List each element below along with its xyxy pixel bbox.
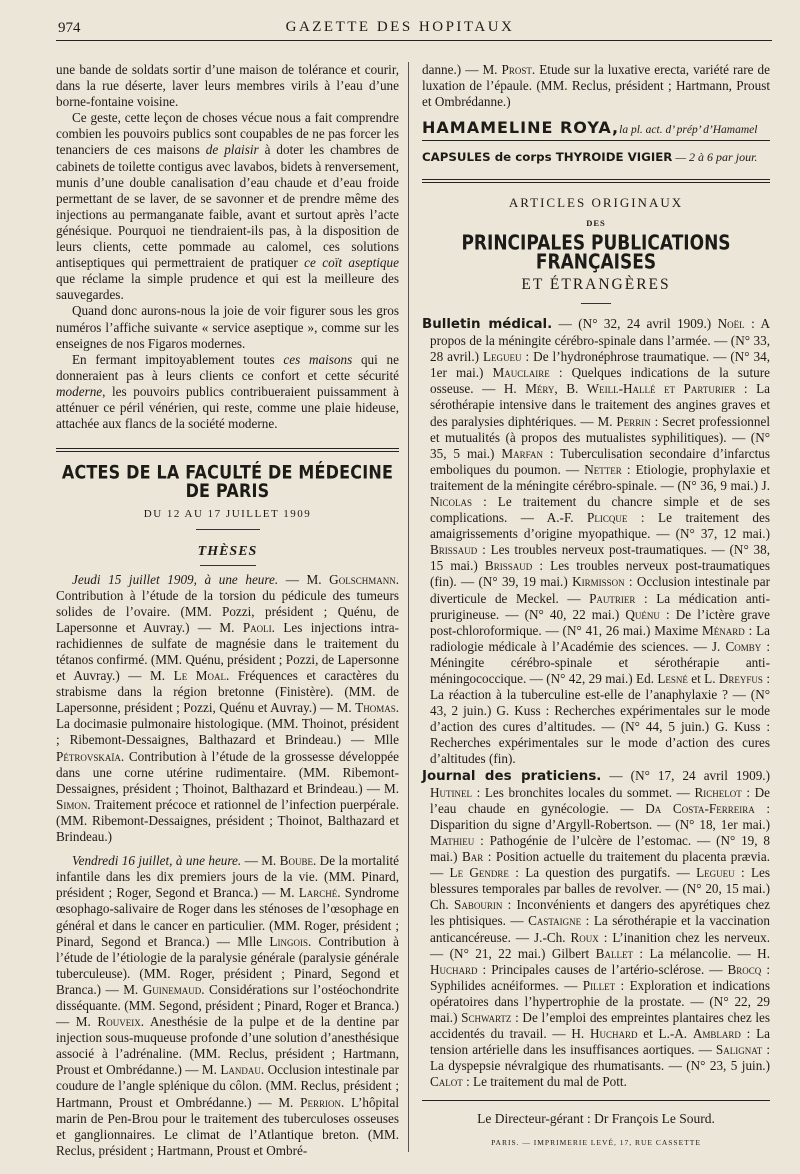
ad-rule (422, 140, 770, 141)
section-title-connector: DES (586, 217, 606, 228)
section-date: DU 12 AU 17 JUILLET 1909 (143, 508, 312, 521)
advertisement-capsules: CAPSULES de corps THYROIDE VIGIER — 2 à 6 par jour. (422, 150, 758, 165)
paragraph: Quand donc aurons-nous la joie de voir figurer sous les gros numéros l’affiche suivante « service aseptique », comme sur les enseignes de nos Figaros modernes. (56, 303, 399, 351)
printer-imprint: PARIS. — IMPRIMERIE LEVÉ, 17, RUE CASSETTE (491, 1137, 701, 1147)
paragraph: Ce geste, cette leçon de choses vécue nous a fait comprendre combien les pouvoirs publics sont coupables de ne pas forcer les tenanciers de ces maisons de plaisir à doter les chambres de cabinets de toilette contigus avec lavabos, bidets à renversement, munis d’une double canalisation d’eau chaude et d’eau froide permettant de se laver, de se savonner et de prendre même des injections au permanganate faible, avant et surtout après l’acte génésique. Pourquoi ne tiendraient-ils pas, à la disposition de leurs clients, cette pommade au calomel, ces solutions antiseptiques qui permettraient de pratiquer ce coït aseptique que réclame la simple prudence et qui est la meilleure des sauvegardes. (56, 110, 400, 303)
column-divider (408, 62, 409, 1152)
left-column (56, 62, 399, 1159)
advertisement-hamameline: HAMAMELINE ROYA,la pl. act. d’ prép’ d’Hamamel (422, 118, 758, 138)
journal-entry-praticiens: Journal des praticiens. — (N° 17, 24 avril 1909.) Hutinel : Les bronchites locales du sommet. — Richelot : De l’eau chaude en gynécologie. — Da Costa-Ferreira : Disparition du signe d’Argyll-Robertson. — (N° 18, 1er mai.) Mathieu : Pathogénie de l’ulcère de l’estomac. — (N° 19, 8 mai.) Bar : Position actuelle du traitement du placenta prævia. — Le Gendre : La question des purgatifs. — Legueu : Les blessures temporales par balles de revolver. — (N° 20, 15 mai.) Ch. Sabourin : Inconvénients et dangers des apyrétiques chez les phtisiques. — Castaigne : La sérothérapie et la vaccination anticancéreuse. — J.-Ch. Roux : L’inanition chez les nerveux. — (N° 21, 22 mai.) Gilbert Ballet : La mélancolie. — H. Huchard : Principales causes de l’artério-sclérose. — Brocq : Syphilides acnéiformes. — Pillet : Exploration et indications opératoires dans l’hypertrophie de la prostate. — (N° 22, 29 mai.) Schwartz : De l’emploi des empreintes plantaires chez les accidentés du travail. — H. Huchard et L.-A. Amblard : La tension artérielle dans les insuffisances aortiques. — Salignat : La dyspepsie névralgique des rhumatisants. — (N° 23, 5 juin.) Calot : Le traitement du mal de Pott. (422, 767, 771, 1090)
editor-signature: Le Directeur-gérant : Dr François Le Sourd. (477, 1111, 715, 1127)
paragraph: En fermant impitoyablement toutes ces maisons qui ne donneraient pas à leurs clients ce confort et cette sécurité moderne, les pouvoirs publics contribueraient puissamment à atténuer ce péril vénérien, qui reste, comme une plaie hideuse, attachée aux flancs de la société moderne. (56, 351, 399, 432)
footer-rule (422, 1100, 770, 1101)
section-main-title: PRINCIPALES PUBLICATIONS FRANÇAISES (461, 231, 731, 275)
section-separator (56, 448, 399, 452)
short-rule (196, 529, 260, 530)
running-header (0, 16, 800, 46)
theses-entry: Vendredi 16 juillet, à une heure. — M. Boube. De la mortalité infantile dans les dix premiers jours de la vie. (MM. Pinard, président ; Roger, Segond et Branca.) — M. Larché. Syndrome œsophago-salivaire de Roger dans les sténoses de l’œsophage en général et dans le cancer en particulier. (MM. Roger, président ; Pinard, Segond et Branca.) — Mlle Lingois. Contribution à l’étude de l’étiologie de la paralysie générale (paralysie générale tuberculeuse). (MM. Roger, président ; Pinard, Segond et Branca.) — M. Guinemaud. Considérations sur l’ostéochondrite disséquante. (MM. Segond, président ; Pinard, Roger et Branca.) — M. Rouveix. Anesthésie de la pulpe et de la dentine par injection sous-muqueuse profonde d’une solution d’anesthésique associé à l’adrénaline. (MM. Reclus, président ; Hartmann, Proust et Ombrédanne.) — M. Landau. Occlusion intestinale par coudure de l’angle splénique du côlon. (MM. Reclus, président ; Hartmann, Proust et Ombrédanne.) — M. Perrion. L’hôpital marin de Pen-Brou pour le traitement des tuberculoses osseuses et ganglionnaires. Le climat de l’Atlantique breton. (MM. Reclus, président ; Hartmann, Proust et Ombré- (56, 853, 399, 1158)
paragraph: une bande de soldats sortir d’une maison de tolérance et courir, dans la rue déserte, laver leurs membres virils à l’eau d’une borne-fontaine voisine. (56, 62, 399, 110)
section-separator (422, 179, 770, 183)
section-subtitle: ET ÉTRANGÈRES (521, 275, 671, 293)
header-rule (56, 40, 772, 41)
journal-title: GAZETTE DES HOPITAUX (285, 19, 515, 35)
paragraph: danne.) — M. Prost. Etude sur la luxative erecta, variété rare de luxation de l’épaule. (MM. Reclus, président ; Hartmann, Proust et Ombrédanne.) (422, 62, 770, 110)
journal-entry-bulletin-medical: Bulletin médical. — (N° 32, 24 avril 1909.) Noël : A propos de la méningite cérébro-spinale dans l’armée. — (N° 33, 28 avril.) Legueu : De l’hydronéphrose traumatique. — (N° 34, 1er mai.) Mauclaire : Quelques indications de la suture osseuse. — H. Méry, B. Weill-Hallé et Parturier : La sérothérapie intensive dans le traitement des angines graves et des paralysies diphtériques. — M. Perrin : Secret professionnel et mutualités (à propos des mutualistes syphilitiques). — (N° 35, 5 mai.) Marfan : Tuberculisation secondaire d’infarctus emboliques du poumon. — Netter : Etiologie, prophylaxie et traitement de la méningite cérébro-spinale. — (N° 36, 9 mai.) J. Nicolas : Le traitement du chancre simple et de ses complications. — A.-F. Plicque : Le traitement des amaigrissements d’origine myopathique. — (N° 37, 12 mai.) Brissaud : Les troubles nerveux post-traumatiques. — (N° 38, 15 mai.) Brissaud : Les troubles nerveux post-traumatiques (fin). — (N° 39, 19 mai.) Kirmisson : Occlusion intestinale par diverticule de Meckel. — Pautrier : La médication anti-prurigineuse. — (N° 40, 22 mai.) Quénu : De l’ictère grave post-chloroformique. — (N° 41, 26 mai.) Maxime Ménard : La radiologie médicale à l’Académie des sciences. — J. Comby : Méningite cérébro-spinale et sérothérapie anti-méningococcique. — (N° 42, 29 mai.) Ed. Lesné et L. Dreyfus : La réaction à la tuberculine est-elle de l’anaphylaxie ? — (N° 43, 2 juin.) G. Kuss : Recherches expérimentales sur le mode d’action des cures d’altitudes. — (N° 44, 5 juin.) G. Kuss : Recherches expérimentales sur le mode d’action des cures d’altitudes (fin). (422, 315, 771, 767)
theses-entry: Jeudi 15 juillet 1909, à une heure. — M. Golschmann. Contribution à l’étude de la torsion du pédicule des tumeurs solides de l’ovaire. (MM. Pozzi, président ; Quénu, de Lapersonne et Auvray.) — M. Paoli. Les injections intra-rachidiennes de sulfate de magnésie dans le traitement du tétanos confirmé. (MM. Quénu, président ; Pozzi, de Lapersonne et Auvray.) — M. Le Moal. Fréquences et caractères du strabisme dans la région bretonne (Finistère). (MM. de Lapersonne, président ; Pozzi, Quénu et Auvray.) — M. Thomas. La docimasie pulmonaire histologique. (MM. Thoinot, président ; Ribemont-Dessaignes, Balthazard et Brindeau.) — Mlle Pétrovskaïa. Contribution à l’étude de la grossesse développée dans une corne utérine rudimentaire. (MM. Ribemont-Dessaignes, président ; Thoinot, Balthazard et Brindeau.) — M. Simon. Traitement précoce et rationnel de l’infection puerpérale. (MM. Ribemont-Dessaignes, président ; Thoinot, Balthazard et Brindeau.) (56, 571, 399, 845)
right-column (422, 62, 770, 1151)
page-number: 974 (58, 20, 81, 36)
short-rule (581, 303, 611, 304)
section-title: ACTES DE LA FACULTÉ DE MÉDECINE DE PARIS (61, 461, 394, 502)
short-rule (200, 565, 256, 566)
section-title: ARTICLES ORIGINAUX (508, 195, 684, 211)
theses-heading: THÈSES (197, 544, 258, 560)
